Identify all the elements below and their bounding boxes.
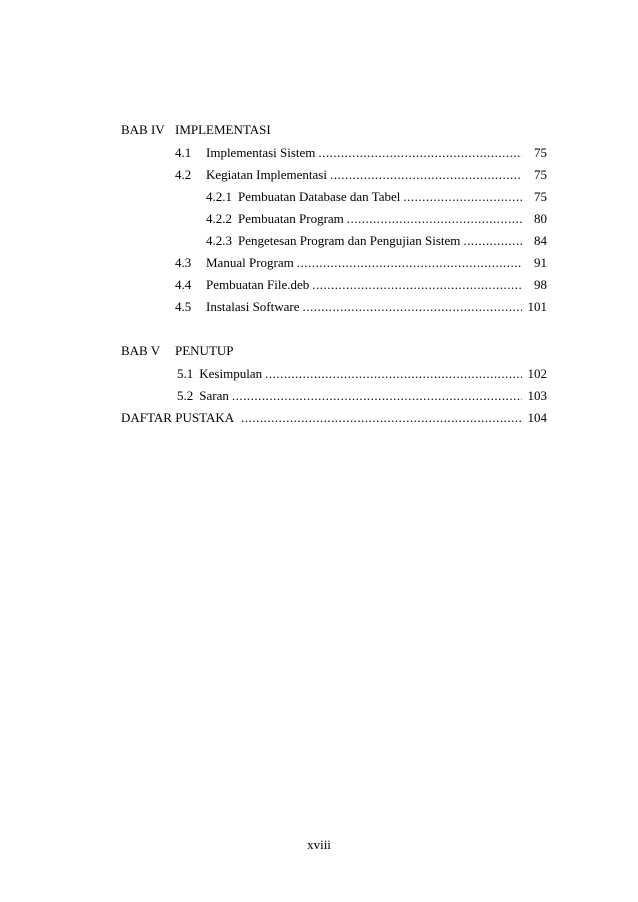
toc-entry	[177, 365, 547, 383]
toc-entry-number: 4.4	[175, 277, 192, 292]
toc-leader-dots	[403, 188, 522, 206]
toc-entry-number: 4.2.2	[206, 211, 232, 226]
toc-entry	[177, 387, 547, 405]
chapter-label-bab4: BAB IV	[121, 122, 165, 137]
toc-leader-dots	[463, 232, 522, 250]
toc-entry-page: 104	[527, 410, 547, 425]
toc-entry-page: 98	[534, 277, 547, 292]
toc-entry-title: Kegiatan Implementasi	[206, 167, 327, 182]
toc-entry-page: 91	[534, 255, 547, 270]
toc-leader-dots	[303, 298, 522, 316]
toc-leader-dots	[347, 210, 522, 228]
toc-entry-title: Pembuatan Program	[238, 211, 344, 226]
toc-entry-title: Pembuatan File.deb	[206, 277, 310, 292]
toc-entry	[206, 188, 547, 206]
chapter-label-bab5: BAB V	[121, 343, 161, 358]
toc-entry-title: Instalasi Software	[206, 299, 300, 314]
toc-leader-dots	[297, 254, 522, 272]
toc-entry-number: 4.1	[175, 145, 192, 160]
chapter-title-bab4: IMPLEMENTASI	[175, 122, 271, 137]
toc-leader-dots	[330, 166, 522, 184]
toc-entry-page: 80	[534, 211, 547, 226]
toc-entry	[206, 276, 547, 294]
chapter-title-bab5: PENUTUP	[175, 343, 234, 358]
toc-entry-number: 4.5	[175, 299, 192, 314]
toc-entry-title: Implementasi Sistem	[206, 145, 316, 160]
toc-leader-dots	[232, 387, 522, 405]
toc-entry-title: Pengetesan Program dan Pengujian Sistem	[238, 233, 461, 248]
toc-entry-page: 101	[527, 299, 547, 314]
toc-entry-page: 75	[534, 145, 547, 160]
toc-entry-page: 102	[527, 366, 547, 381]
toc-entry-page: 84	[534, 233, 547, 248]
toc-entry-page: 103	[527, 388, 547, 403]
toc-leader-dots	[265, 365, 522, 383]
toc-entry	[206, 232, 547, 250]
toc-entry-number: 5.2	[177, 388, 194, 403]
toc-entry-number: 4.3	[175, 255, 192, 270]
toc-entry-title: Manual Program	[206, 255, 294, 270]
toc-entry-number: 4.2	[175, 167, 192, 182]
toc-entry-title: Kesimpulan	[199, 366, 263, 381]
toc-entry-number: 5.1	[177, 366, 194, 381]
toc-leader-dots	[241, 409, 522, 427]
toc-entry-title: Pembuatan Database dan Tabel	[238, 189, 401, 204]
toc-entry	[206, 298, 547, 316]
toc-entry	[206, 254, 547, 272]
toc-entry-number: 4.2.3	[206, 233, 232, 248]
toc-entry-page: 75	[534, 189, 547, 204]
toc-entry	[206, 144, 547, 162]
toc-entry-page: 75	[534, 167, 547, 182]
toc-entry-title: Saran	[199, 388, 229, 403]
toc-leader-dots	[312, 276, 522, 294]
toc-entry	[206, 166, 547, 184]
page-number: xviii	[307, 837, 331, 852]
toc-entry-title: DAFTAR PUSTAKA	[121, 410, 235, 425]
toc-entry	[206, 210, 547, 228]
toc-leader-dots	[318, 144, 522, 162]
toc-entry-number: 4.2.1	[206, 189, 232, 204]
toc-entry-daftar-pustaka	[121, 409, 547, 427]
